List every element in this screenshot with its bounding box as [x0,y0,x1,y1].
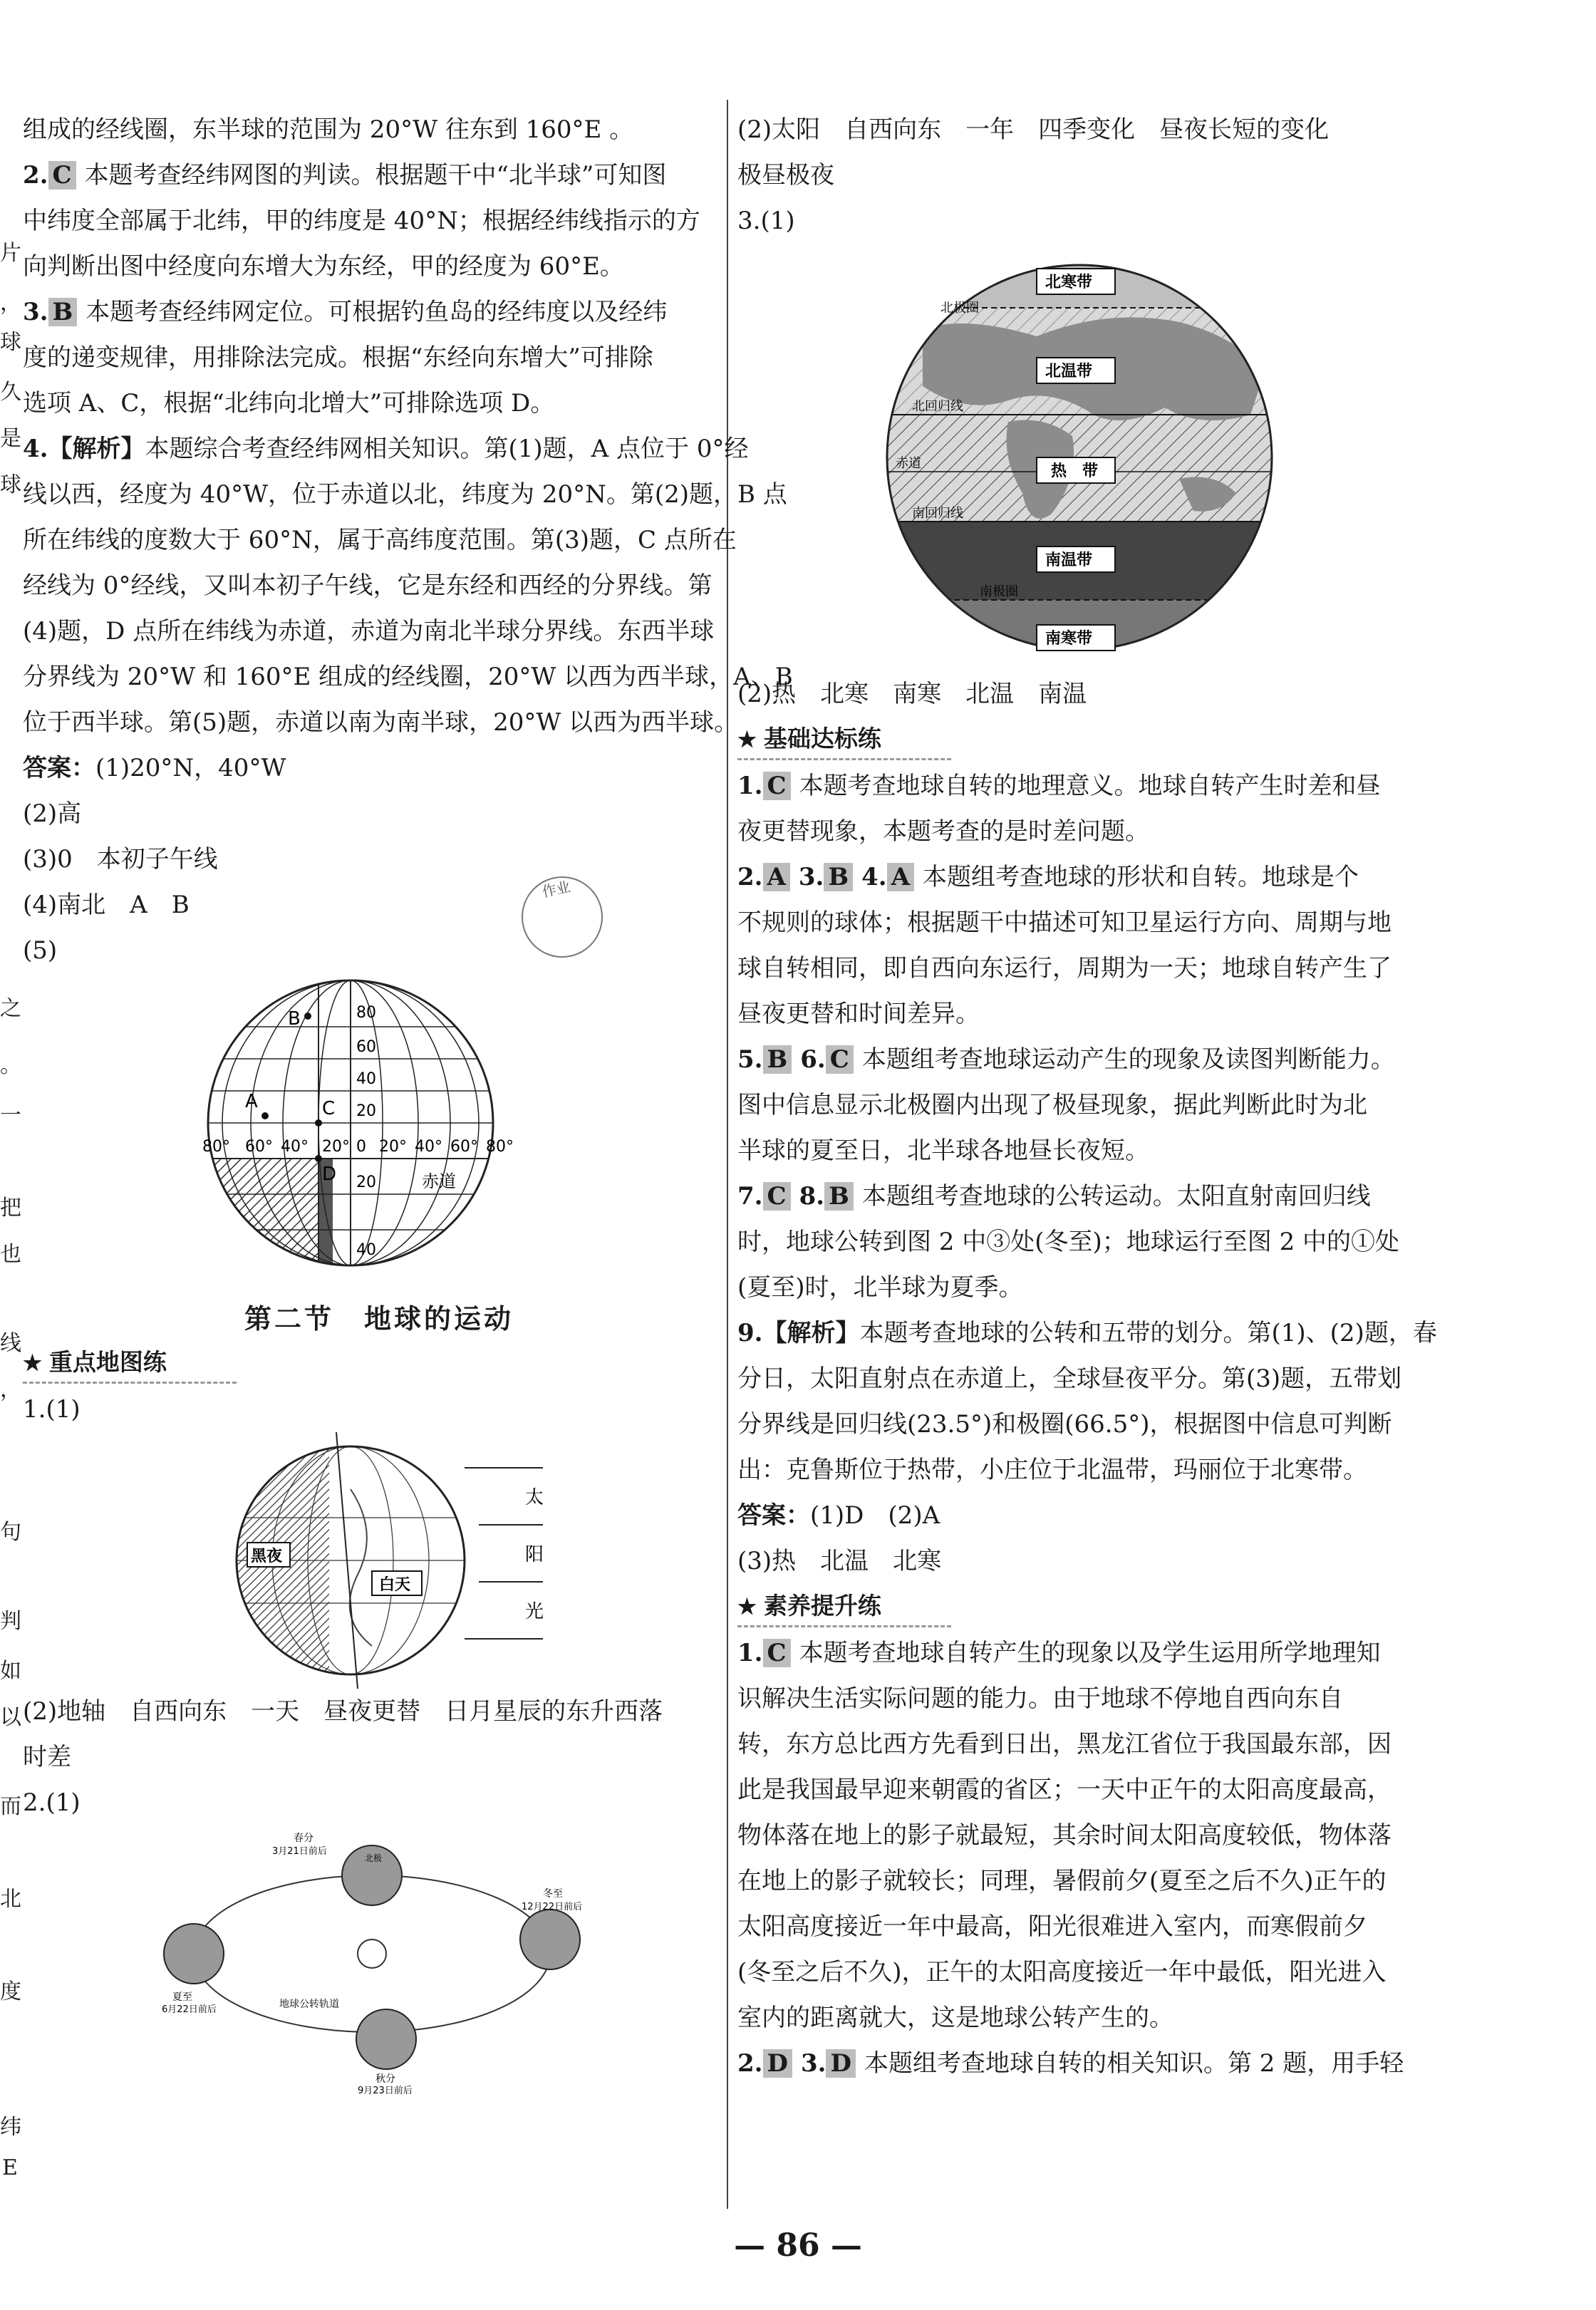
margin-char: 句 [0,1520,21,1545]
question-number: 3. [798,863,824,891]
text-line: (冬至之后不久)，正午的太阳高度接近一年中最低，阳光进入 [737,1958,1387,1987]
text-line: 线以西，经度为 40°W，位于赤道以北，纬度为 20°N。第(2)题，B 点 [23,480,787,509]
text-line: 本题组考查地球自转的相关知识。第 2 题，用手轻 [864,2049,1404,2078]
text-line: 中纬度全部属于北纬，甲的纬度是 40°N；根据经纬线指示的方 [23,207,700,235]
lon-label: 40° [281,1138,309,1156]
text-line: 所在纬线的度数大于 60°N，属于高纬度范围。第(3)题，C 点所在 [23,526,737,554]
answer-c2-3 [737,2041,1450,2086]
lon-label: 40° [415,1138,442,1156]
margin-char: E [2,2155,18,2180]
text-line: 分界线为 20°W 和 160°E 组成的经线圈，20°W 以西为西半球，A、B [23,663,793,691]
question-number: 5. [737,1045,763,1074]
answer-q4 [23,426,749,472]
text-line: 3.(1) [737,207,795,235]
answer-box: C [48,161,76,190]
text-line: 半球的夏至日，北半球各地昼长夜短。 [737,1136,1149,1165]
star-icon: ★ [23,1351,42,1376]
text-line: 本题考查经纬网图的判读。根据题干中“北半球”可知图 [84,161,667,190]
star-icon: ★ [737,1595,757,1620]
margin-char: 北 [0,1887,21,1912]
answer-text: (1)20°N，40°W [95,754,286,782]
question-number: 7. [737,1182,763,1211]
lon-label: 80° [202,1138,230,1156]
orbit-svg [23,1825,735,2096]
text-line: 昼夜更替和时间差异。 [737,1000,980,1028]
sunlight-label: 阳 [525,1544,544,1565]
text-line: 向判断出图中经度向东增大为东经，甲的经度为 60°E。 [23,252,624,281]
margin-char: 片 [0,241,21,266]
question-number: 1. [737,1639,763,1667]
text-line: 不规则的球体；根据题干中描述可知卫星运行方向、周期与地 [737,908,1392,937]
margin-char: 线 [0,1331,21,1356]
question-number: 3. [23,298,48,326]
five-zones-figure [737,244,1450,671]
orbit-label: 北极 [365,1853,383,1863]
day-night-svg [23,1432,735,1689]
orbit-label: 夏至 [172,1992,192,2003]
question-number: 6. [800,1045,826,1074]
lat-label: 80 [356,1004,376,1022]
day-night-figure [23,1432,735,1689]
line-label: 北回归线 [912,399,963,414]
text-line: 本题综合考查经纬网相关知识。第(1)题，A 点位于 0°经 [145,435,749,463]
line-label: 赤道 [896,456,921,471]
text-line: 本题考查地球的公转和五带的划分。第(1)、(2)题，春 [859,1319,1437,1347]
night-label: 黑夜 [251,1548,283,1565]
margin-char: 是 [0,426,21,451]
text-line: 位于西半球。第(5)题，赤道以南为南半球，20°W 以西为西半球。 [23,708,739,737]
globe-svg [23,973,735,1273]
question-number: 4.【解析】 [23,435,145,463]
line-label: 北极圈 [940,301,979,316]
zone-label: 南寒带 [1045,630,1093,648]
margin-char: 如 [0,1659,21,1684]
zone-label: 热 带 [1051,462,1099,480]
question-number: 3. [800,2049,826,2078]
answer-b5-6 [737,1037,1450,1082]
heading-text: 素养提升练 [763,1592,881,1620]
text-line: 在地上的影子就较长；同理，暑假前夕(夏至之后不久)正午的 [737,1867,1387,1895]
subsection-heading [23,1343,237,1384]
text-line: 本题考查地球自转的地理意义。地球自转产生时差和昼 [799,772,1381,800]
point-d-label: D [322,1164,337,1185]
text-line: 球自转相同，即自西向东运行，周期为一天；地球自转产生了 [737,954,1392,983]
sun [358,1939,386,1968]
point-a-label: A [245,1091,258,1112]
text-line: (夏至)时，北半球为夏季。 [737,1273,1023,1302]
margin-char: 球 [0,472,21,497]
sunlight-label: 太 [525,1487,544,1508]
right-column [737,107,1450,2086]
question-number: 2. [737,863,763,891]
question-number: 9.【解析】 [737,1319,860,1347]
answer-box: D [763,2049,792,2078]
text-line: 选项 A、C，根据“北纬向北增大”可排除选项 D。 [23,389,555,418]
answer-line [737,1493,1450,1538]
answer-q2 [23,152,735,198]
heading-text: 重点地图练 [48,1348,167,1376]
text-line: 夜更替现象，本题考查的是时差问题。 [737,817,1149,846]
answer-box: C [763,1639,791,1667]
text-line: 经线为 0°经线，又叫本初子午线，它是东经和西经的分界线。第 [23,571,712,600]
star-icon: ★ [737,727,757,752]
text-line: 此是我国最早迎来朝霞的省区；一天中正午的太阳高度最高， [737,1776,1392,1804]
answer-box: A [887,863,914,891]
text-line: 本题组考查地球的公转运动。太阳直射南回归线 [861,1182,1371,1211]
answer-c1 [737,1630,1450,1676]
answer-box: C [826,1045,854,1074]
section-title: 第二节 地球的运动 [244,1302,514,1335]
margin-char: 之 [0,996,21,1021]
margin-char: 而 [0,1794,21,1819]
margin-char: 。 [0,1053,21,1078]
orbit-label: 秋分 [375,2073,395,2085]
margin-char: 以 [0,1705,21,1730]
lat-label: 20 [356,1102,376,1120]
orbit-label: 春分 [294,1833,314,1844]
globe-grid-figure [23,973,735,1273]
text-line: (2)热 北寒 南寒 北温 南温 [737,680,1087,708]
answer-text: (3)0 本初子午线 [23,845,218,874]
text-line: 分日，太阳直射点在赤道上，全球昼夜平分。第(3)题，五带划 [737,1364,1402,1393]
answer-b9 [737,1310,1450,1356]
line-label: 南极圈 [980,584,1018,599]
question-number: 2. [23,161,48,190]
answer-b7-8 [737,1174,1450,1219]
text-line: (2)太阳 自西向东 一年 四季变化 昼夜长短的变化 [737,115,1330,144]
question-number: 4. [861,863,887,891]
answer-text: (5) [23,936,58,965]
zone-label: 北温带 [1045,363,1093,380]
point-b-label: B [288,1008,301,1030]
orbit-label: 冬至 [543,1888,563,1900]
text-line: (4)题，D 点所在纬线为赤道，赤道为南北半球分界线。东西半球 [23,617,715,646]
sunlight-label: 光 [525,1601,544,1622]
answer-box: B [763,1045,792,1074]
text-line: 2.(1) [23,1788,81,1817]
margin-char: ， [0,1377,21,1402]
question-number: 2. [737,2049,763,2078]
lon-label: 80° [486,1138,514,1156]
text-line: 本题组考查地球的形状和自转。地球是个 [923,863,1359,891]
text-line: 出：克鲁斯位于热带，小庄位于北温带，玛丽位于北寒带。 [737,1456,1367,1484]
answer-text: (3)热 北温 北寒 [737,1547,942,1575]
margin-char: 纬 [0,2115,21,2140]
orbit-label: 9月23日前后 [358,2086,413,2096]
orbit-figure [23,1825,735,2096]
day-label: 白天 [379,1576,411,1594]
answer-box: C [763,772,791,800]
answer-box: C [763,1182,791,1211]
margin-char: 度 [0,1979,21,2004]
point-c-label: C [322,1098,336,1119]
heading-text: 基础达标练 [763,725,881,752]
text-line: 本题考查经纬网定位。可根据钓鱼岛的经纬度以及经纬 [86,298,668,326]
orbit-label: 3月21日前后 [272,1846,327,1857]
orbit-label: 6月22日前后 [162,2004,217,2015]
text-line: 组成的经线圈，东半球的范围为 20°W 往东到 160°E 。 [23,115,634,144]
margin-char: 判 [0,1609,21,1634]
text-line: 1.(1) [23,1395,81,1424]
answer-box: B [824,863,853,891]
text-line: 转，东方总比西方先看到日出，黑龙江省位于我国最东部，因 [737,1730,1392,1759]
text-line: 本题考查地球自转产生的现象以及学生运用所学地理知 [799,1639,1381,1667]
answer-line [23,745,735,791]
lon-label: 20° [322,1138,350,1156]
answer-box: D [826,2049,855,2078]
text-line: 时，地球公转到图 2 中③处(冬至)；地球运行至图 2 中的①处 [737,1228,1400,1256]
lat-label: 40 [356,1070,376,1088]
answer-label: 答案： [737,1501,810,1530]
answer-b1 [737,763,1450,809]
lon-label: 60° [245,1138,273,1156]
margin-char: ， [0,291,21,316]
answer-text: (4)南北 A B [23,891,190,919]
answer-box: A [763,863,790,891]
margin-char: 也 [0,1242,21,1267]
answer-text: (2)高 [23,799,82,828]
text-line: 时差 [23,1743,71,1771]
text-line: 室内的距离就大，这是地球公转产生的。 [737,2004,1173,2032]
text-line: 本题组考查地球运动产生的现象及读图判断能力。 [861,1045,1395,1074]
text-line: 图中信息显示北极圈内出现了极昼现象，据此判断此时为北 [737,1091,1367,1119]
margin-char: 把 [0,1196,21,1221]
lat-label: 20 [356,1174,376,1191]
earth-winter [520,1910,580,1969]
lon-label: 60° [450,1138,478,1156]
question-number: 8. [799,1182,825,1211]
stamp-text: 作业 [540,877,572,901]
margin-char: 一 [0,1103,21,1128]
lat-label: 40 [356,1241,376,1259]
orbit-label: 地球公转轨道 [279,1999,339,2010]
text-line: 物体落在地上的影子就最短，其余时间太阳高度较低，物体落 [737,1821,1392,1850]
answer-label: 答案： [23,754,95,782]
margin-char: 球 [0,330,21,355]
orbit-label: 12月22日前后 [522,1902,583,1912]
text-line: (2)地轴 自西向东 一天 昼夜更替 日月星辰的东升西落 [23,1697,663,1726]
zone-label: 北寒带 [1045,274,1093,291]
equator-label: 赤道 [422,1171,456,1191]
zone-label: 南温带 [1045,551,1093,569]
line-label: 南回归线 [912,506,963,521]
margin-char: 久 [0,380,21,405]
answer-text: (1)D (2)A [810,1501,940,1530]
answer-b2-4 [737,854,1450,900]
text-line: 分界线是回归线(23.5°)和极圈(66.5°)，根据图中信息可判断 [737,1410,1392,1439]
text-line: 极昼极夜 [737,161,834,190]
text-line: 太阳高度接近一年中最高，阳光很难进入室内，而寒假前夕 [737,1912,1367,1941]
lon-label: 20° [379,1138,407,1156]
answer-q3 [23,289,735,335]
five-zones-svg [737,244,1450,671]
page-number: — 86 — [734,2227,862,2264]
answer-box: B [48,298,78,326]
question-number: 1. [737,772,763,800]
text-line: 度的递变规律，用排除法完成。根据“东经向东增大”可排除 [23,343,653,372]
subsection-heading [737,1587,951,1627]
lat-label: 0 [356,1138,366,1156]
earth-summer [164,1924,224,1984]
earth-autumn [356,2009,416,2069]
subsection-heading [737,720,951,760]
text-line: 识解决生活实际问题的能力。由于地球不停地自西向东自 [737,1684,1343,1713]
lat-label: 60 [356,1038,376,1056]
answer-box: B [824,1182,854,1211]
